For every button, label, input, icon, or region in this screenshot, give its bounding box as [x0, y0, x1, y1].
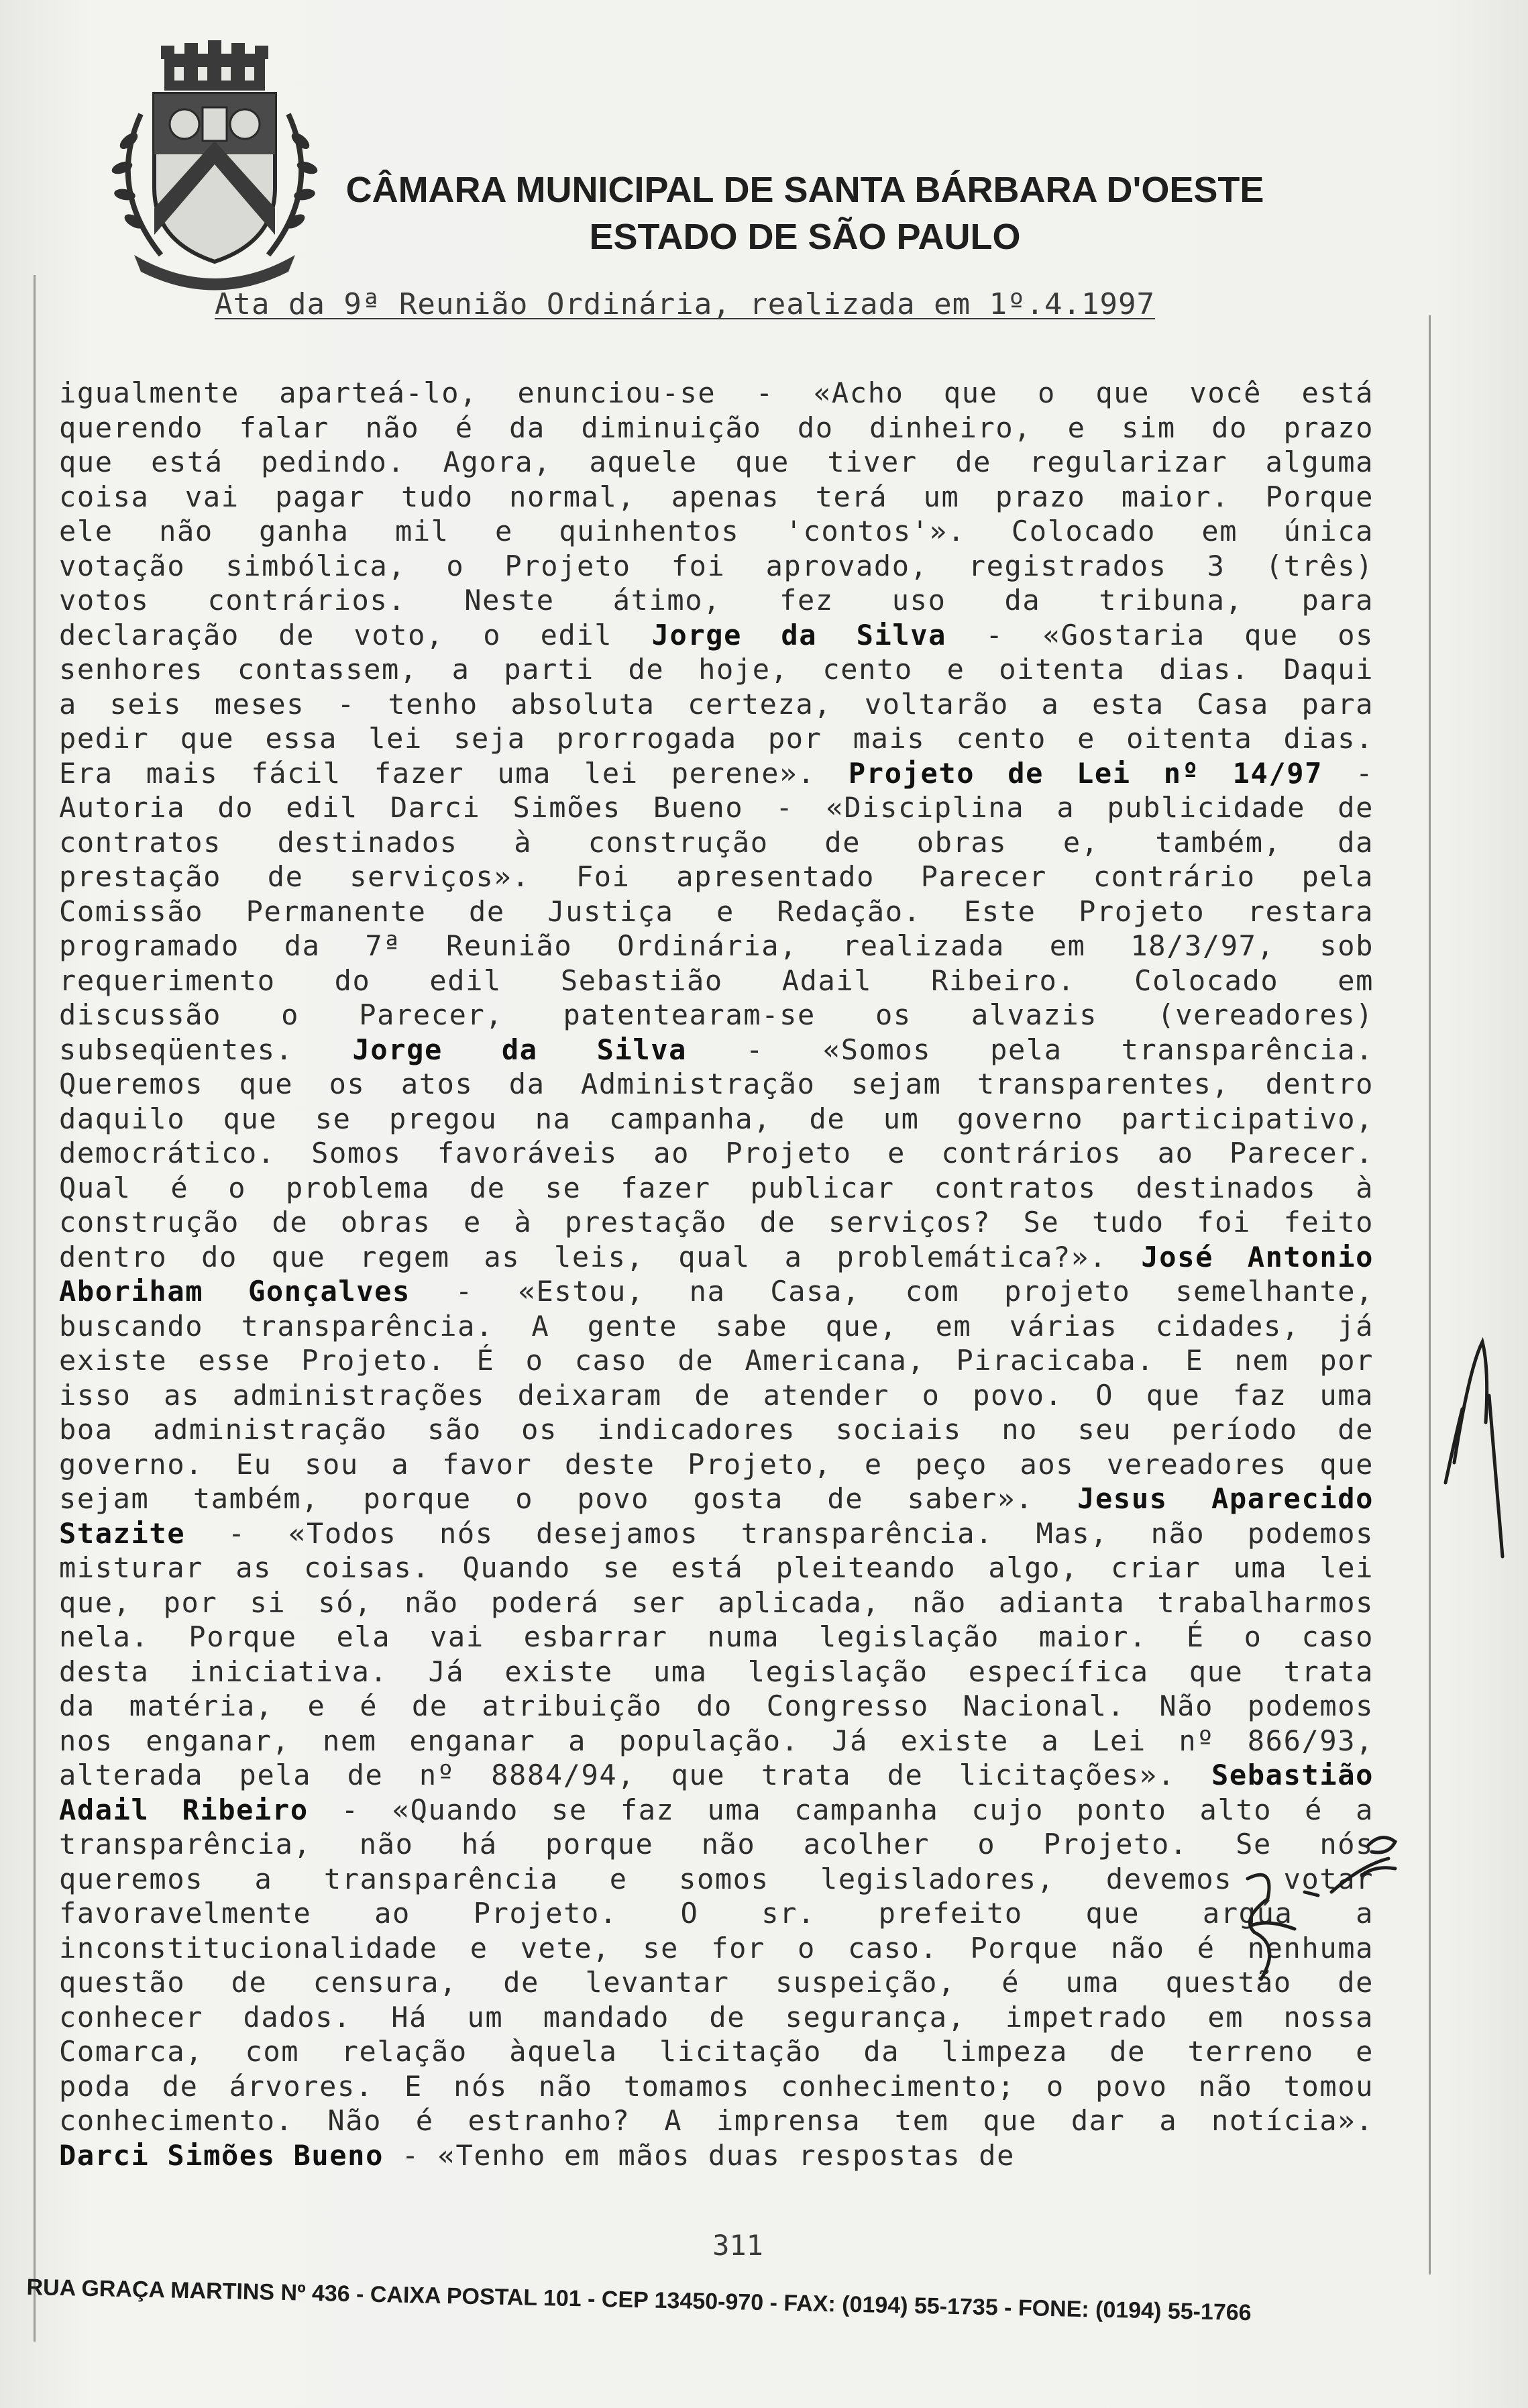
text-segment: -	[1323, 756, 1374, 790]
text-line	[59, 790, 1374, 825]
text-segment: favoravelmente ao Projeto. O sr. prefeito que argúa a	[59, 1897, 1374, 1930]
text-segment: querendo falar não é da diminuição do dinheiro, e sim do prazo	[59, 411, 1374, 444]
text-line	[59, 859, 1374, 894]
text-segment: misturar as coisas. Quando se está pleiteando algo, criar uma lei	[59, 1551, 1374, 1584]
text-line	[59, 1620, 1374, 1655]
speaker-name: Aboriham Gonçalves	[59, 1275, 411, 1308]
text-segment: - «Estou, na Casa, com projeto semelhante,	[410, 1275, 1374, 1308]
text-segment: sejam também, porque o povo gosta de saber».	[59, 1482, 1078, 1515]
text-segment: construção de obras e à prestação de serviços? Se tudo foi feito	[59, 1206, 1374, 1239]
text-line	[59, 963, 1374, 998]
municipal-coat-of-arms	[101, 40, 329, 295]
text-line	[59, 1205, 1374, 1240]
text-segment: - «Todos nós desejamos transparência. Mas, não podemos	[185, 1516, 1374, 1550]
text-line	[59, 445, 1374, 480]
text-line	[59, 1171, 1374, 1206]
text-line	[59, 1136, 1374, 1171]
text-line	[59, 618, 1374, 653]
text-line	[59, 1447, 1374, 1482]
text-line	[59, 652, 1374, 687]
text-segment: que está pedindo. Agora, aquele que tiver de regularizar alguma	[59, 446, 1374, 478]
text-line	[59, 756, 1374, 791]
text-segment: da matéria, e é de atribuição do Congresso Nacional. Não podemos	[59, 1689, 1374, 1722]
right-margin-line	[1429, 315, 1431, 2274]
speaker-name: Stazite	[59, 1516, 186, 1550]
text-line	[59, 1240, 1374, 1275]
text-line	[59, 1793, 1374, 1828]
text-line	[59, 411, 1374, 446]
text-line	[59, 1309, 1374, 1344]
speaker-name: Jorge da Silva	[651, 618, 947, 651]
text-line	[59, 1516, 1374, 1551]
text-segment: conhecer dados. Há um mandado de segurança, impetrado em nossa	[59, 2000, 1374, 2034]
text-line	[59, 549, 1374, 584]
text-segment: alterada pela de nº 8884/94, que trata de licitações».	[59, 1759, 1212, 1791]
minutes-body	[59, 376, 1374, 2173]
text-segment: conhecimento. Não é estranho? A imprensa tem que dar a notícia».	[59, 2104, 1374, 2137]
text-line	[59, 1033, 1374, 1067]
text-line	[59, 1827, 1374, 1862]
text-line	[59, 929, 1374, 963]
text-line	[59, 1862, 1374, 1897]
text-segment: votos contrários. Neste átimo, fez uso da tribuna, para	[59, 584, 1374, 617]
text-segment: Era mais fácil fazer uma lei perene».	[59, 756, 849, 790]
text-segment: democrático. Somos favoráveis ao Projeto e contrários ao Parecer.	[59, 1137, 1374, 1169]
text-segment: que, por si só, não poderá ser aplicada, não adianta trabalharmos	[59, 1585, 1374, 1619]
text-line	[59, 1931, 1374, 1966]
text-line	[59, 1067, 1374, 1102]
text-segment: inconstitucionalidade e vete, se for o caso. Porque não é nenhuma	[59, 1931, 1374, 1965]
speaker-name: Adail Ribeiro	[59, 1793, 309, 1826]
text-segment: votação simbólica, o Projeto foi aprovado, registrados 3 (três)	[59, 549, 1374, 582]
text-line	[59, 1585, 1374, 1620]
text-segment: poda de árvores. E nós não tomamos conhecimento; o povo não tomou	[59, 2069, 1374, 2103]
text-segment: governo. Eu sou a favor deste Projeto, e peço aos vereadores que	[59, 1447, 1374, 1481]
text-segment: pedir que essa lei seja prorrogada por mais cento e oitenta dias.	[59, 722, 1374, 755]
text-segment: desta iniciativa. Já existe uma legislação específica que trata	[59, 1655, 1374, 1688]
text-segment: Queremos que os atos da Administração sejam transparentes, dentro	[59, 1067, 1374, 1100]
speaker-name: Sebastião	[1211, 1759, 1374, 1791]
text-line	[59, 1481, 1374, 1516]
text-line	[59, 998, 1374, 1033]
text-line	[59, 1378, 1374, 1413]
text-segment: - «Gostaria que os	[946, 618, 1374, 651]
state-name: ESTADO DE SÃO PAULO	[589, 217, 1021, 257]
left-margin-line	[34, 275, 36, 2342]
text-line	[59, 1551, 1374, 1585]
page-number: 311	[712, 2229, 763, 2262]
text-line	[59, 376, 1374, 411]
text-segment: Comissão Permanente de Justiça e Redação. Este Projeto restara	[59, 894, 1374, 928]
text-line	[59, 514, 1374, 549]
text-segment: dentro do que regem as leis, qual a problemática?».	[59, 1240, 1142, 1273]
text-segment: queremos a transparência e somos legisladores, devemos votar	[59, 1862, 1374, 1895]
speaker-name: Jesus Aparecido	[1077, 1482, 1374, 1515]
text-segment: existe esse Projeto. É o caso de Americana, Piracicaba. E nem por	[59, 1344, 1374, 1377]
text-line	[59, 1102, 1374, 1137]
text-segment: contratos destinados à construção de obras e, também, da	[59, 825, 1374, 859]
text-line	[59, 2103, 1374, 2138]
speaker-name: Projeto de Lei nº 14/97	[848, 756, 1323, 790]
text-segment: senhores contassem, a parti de hoje, cento e oitenta dias. Daqui	[59, 653, 1374, 686]
text-segment: igualmente aparteá-lo, enunciou-se - «Acho que o que você está	[59, 376, 1374, 409]
text-line	[59, 1896, 1374, 1931]
speaker-name: Darci Simões Bueno	[59, 2138, 384, 2172]
text-segment: buscando transparência. A gente sabe que, em várias cidades, já	[59, 1309, 1374, 1343]
text-segment: isso as administrações deixaram de atender o povo. O que faz uma	[59, 1378, 1374, 1412]
text-line	[59, 2069, 1374, 2104]
text-line	[59, 1274, 1374, 1309]
text-line	[59, 1758, 1374, 1793]
text-line	[59, 480, 1374, 515]
text-segment: ele não ganha mil e quinhentos 'contos'». Colocado em única	[59, 515, 1374, 547]
text-segment: discussão o Parecer, patentearam-se os alvazis (vereadores)	[59, 998, 1374, 1031]
speaker-name: José Antonio	[1141, 1240, 1374, 1273]
text-segment: subseqüentes.	[59, 1033, 353, 1066]
text-line	[59, 894, 1374, 929]
text-line	[59, 1689, 1374, 1724]
text-line	[59, 1655, 1374, 1689]
text-segment: a seis meses - tenho absoluta certeza, voltarão a esta Casa para	[59, 687, 1374, 721]
text-segment: Comarca, com relação àquela licitação da limpeza de terreno e	[59, 2035, 1374, 2068]
text-line	[59, 1965, 1374, 2000]
text-segment: coisa vai pagar tudo normal, apenas terá um prazo maior. Porque	[59, 480, 1374, 513]
text-segment: transparência, não há porque não acolher o Projeto. Se nós	[59, 1828, 1374, 1861]
text-segment: prestação de serviços». Foi apresentado Parecer contrário pela	[59, 860, 1374, 893]
text-segment: - «Quando se faz uma campanha cujo ponto alto é a	[308, 1793, 1374, 1826]
text-segment: nos enganar, nem enganar a população. Já existe a Lei nº 866/93,	[59, 1724, 1374, 1757]
text-line	[59, 583, 1374, 618]
text-segment: Autoria do edil Darci Simões Bueno - «Disciplina a publicidade de	[59, 791, 1374, 824]
speaker-name: Jorge da Silva	[352, 1033, 688, 1066]
text-segment: programado da 7ª Reunião Ordinária, realizada em 18/3/97, sob	[59, 929, 1374, 962]
text-segment: boa administração são os indicadores sociais no seu período de	[59, 1413, 1374, 1446]
text-line	[59, 825, 1374, 860]
text-line	[59, 1343, 1374, 1378]
text-line	[59, 1412, 1374, 1447]
text-line	[59, 1724, 1374, 1759]
text-line	[59, 2000, 1374, 2035]
text-segment: Qual é o problema de se fazer publicar contratos destinados à	[59, 1171, 1374, 1204]
text-segment: declaração de voto, o edil	[59, 618, 652, 651]
footer-address: RUA GRAÇA MARTINS Nº 436 - CAIXA POSTAL 101 - CEP 13450-970 - FAX: (0194) 55-1735 - FONE: (0194) 55-1766	[26, 2274, 1252, 2326]
text-segment: questão de censura, de levantar suspeição, é uma questão de	[59, 1966, 1374, 1999]
text-segment: daquilo que se pregou na campanha, de um governo participativo,	[59, 1102, 1374, 1135]
text-segment: nela. Porque ela vai esbarrar numa legislação maior. É o caso	[59, 1620, 1374, 1653]
text-line	[59, 687, 1374, 722]
text-line	[59, 2034, 1374, 2069]
chamber-name: CÂMARA MUNICIPAL DE SANTA BÁRBARA D'OESTE	[345, 170, 1264, 210]
text-segment: requerimento do edil Sebastião Adail Ribeiro. Colocado em	[59, 963, 1374, 997]
text-segment: - «Somos pela transparência.	[687, 1033, 1374, 1066]
minutes-title: Ata da 9ª Reunião Ordinária, realizada em 1º.4.1997	[215, 287, 1156, 321]
text-line	[59, 2138, 1374, 2173]
text-line	[59, 721, 1374, 756]
text-segment: - «Tenho em mãos duas respostas de	[383, 2138, 1015, 2172]
